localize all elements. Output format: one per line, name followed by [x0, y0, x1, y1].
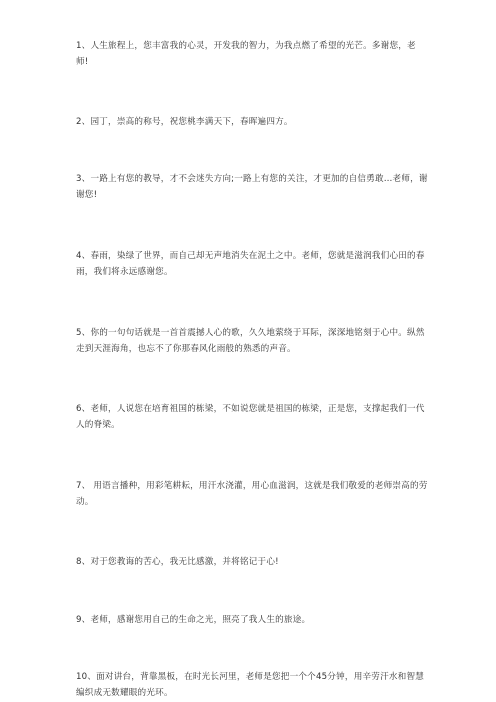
list-item: 2、园丁，崇高的称号，祝您桃李满天下，春晖遍四方。 [76, 117, 293, 127]
list-item: 4、春雨，染绿了世界，而自己却无声地消失在泥土之中。老师，您就是滋润我们心田的春雨，我们将永远感谢您。 [76, 251, 425, 277]
list-item: 10、面对讲台，背靠黑板，在时光长河里，老师是您把一个个45分钟，用辛劳汗水和智慧编织成无数耀眼的光环。 [76, 672, 425, 698]
list-item: 7、 用语言播种，用彩笔耕耘，用汗水浇灌，用心血滋润，这就是我们敬爱的老师崇高的劳动。 [76, 481, 428, 507]
list-item: 5、你的一句句话就是一首首震撼人心的歌，久久地萦绕于耳际，深深地铭刻于心中。纵然走到天涯海角，也忘不了你那春风化雨般的熟悉的声音。 [76, 328, 425, 354]
list-item: 3、一路上有您的教导，才不会迷失方向;一路上有您的关注，才更加的自信勇敢…老师，谢谢您! [76, 174, 428, 200]
list-item: 8、对于您教诲的苦心，我无比感激，并将铭记于心! [76, 557, 279, 567]
list-item: 9、老师，感谢您用自己的生命之光，照亮了我人生的旅途。 [76, 615, 311, 625]
list-item: 1、人生旅程上，您丰富我的心灵，开发我的智力，为我点燃了希望的光芒。多谢您，老师! [76, 41, 416, 67]
list-item: 6、老师，人说您在培育祖国的栋梁，不如说您就是祖国的栋梁，正是您，支撑起我们一代人的脊梁。 [76, 404, 425, 430]
